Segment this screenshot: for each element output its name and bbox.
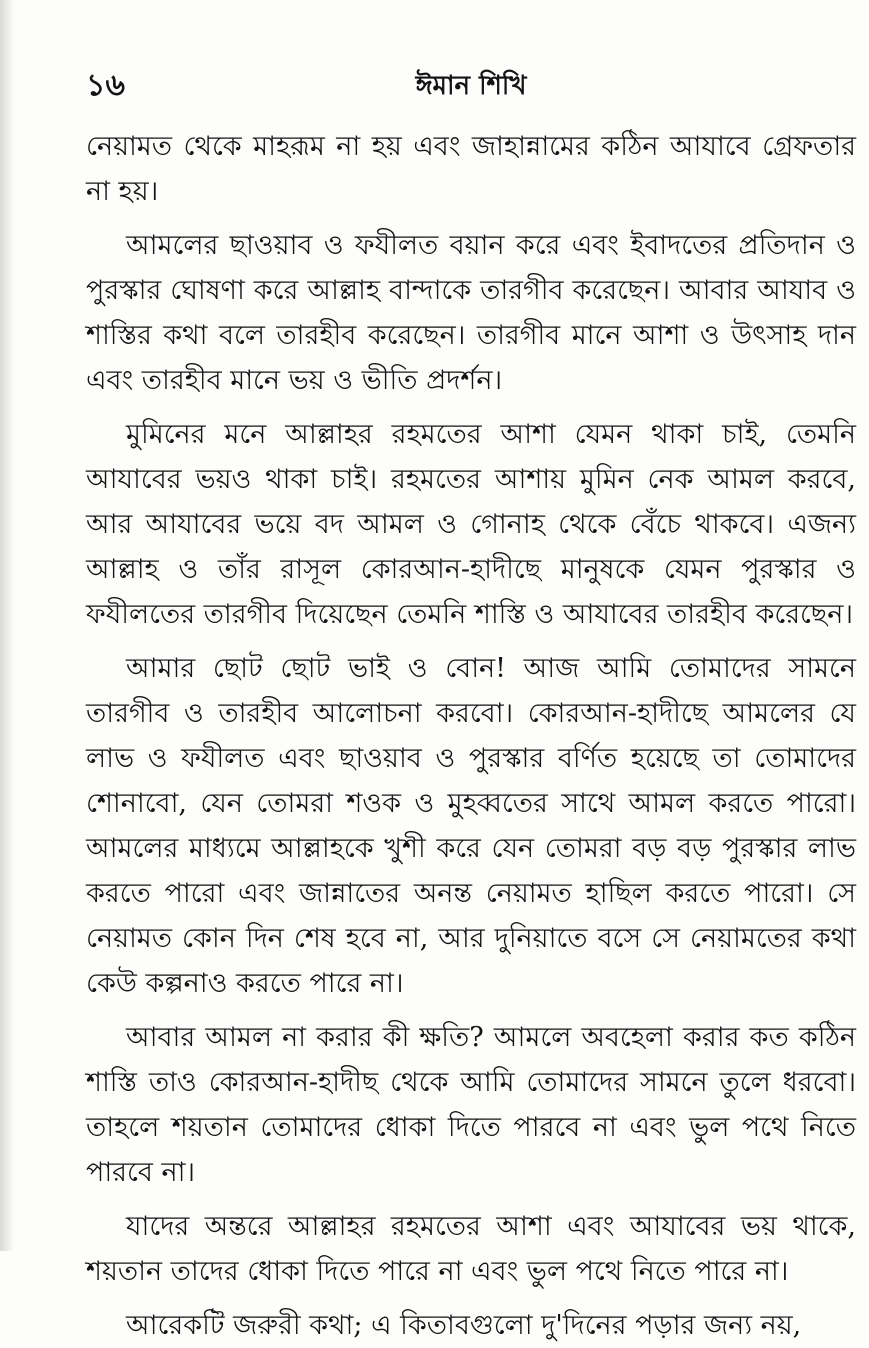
paragraph-shaytan: যাদের অন্তরে আল্লাহর রহমতের আশা এবং আযাবের ভয় থাকে, শয়তান তাদের ধোকা দিতে পারে না এবং ভুল পথে নিতে পারে না। bbox=[86, 1211, 856, 1287]
running-title: ঈমান শিখি bbox=[415, 71, 527, 101]
body-text bbox=[86, 124, 856, 1341]
page-header bbox=[86, 66, 856, 110]
paragraph-address-to-readers: আমার ছোট ছোট ভাই ও বোন! আজ আমি তোমাদের সামনে তারগীব ও তারহীব আলোচনা করবো। কোরআন-হাদীছে আমলের যে লাভ ও ফযীলত এবং ছাওয়াব ও পুরস্কার বর্ণিত হয়েছে তা তোমাদের শোনাবো, যেন তোমরা শওক ও মুহব্বতের সাথে আমল করতে পারো। আমলের মাধ্যমে আল্লাহকে খুশী করে যেন তোমরা বড় বড় পুরস্কার লাভ করতে পারো এবং জান্নাতের অনন্ত নেয়ামত হাছিল করতে পারো। সে নেয়ামত কোন দিন শেষ হবে না, আর দুনিয়াতে বসে সে নেয়ামতের কথা কেউ কল্পনাও করতে পারে না। bbox=[86, 653, 856, 999]
paragraph-important-note: আরেকটি জরুরী কথা; এ কিতাবগুলো দু'দিনের পড়ার জন্য নয়, bbox=[126, 1310, 802, 1341]
binding-shadow bbox=[0, 0, 14, 1251]
paragraph-hope-and-fear: মুমিনের মনে আল্লাহর রহমতের আশা যেমন থাকা চাই, তেমনি আযাবের ভয়ও থাকা চাই। রহমতের আশায় মুমিন নেক আমল করবে, আর আযাবের ভয়ে বদ আমল ও গোনাহ থেকে বেঁচে থাকবে। এজন্য আল্লাহ ও তাঁর রাসূল কোরআন-হাদীছে মানুষকে যেমন পুরস্কার ও ফযীলতের তারগীব দিয়েছেন তেমনি শাস্তি ও আযাবের তারহীব করেছেন। bbox=[86, 419, 856, 630]
paragraph-targhib-tarhib: আমলের ছাওয়াব ও ফযীলত বয়ান করে এবং ইবাদতের প্রতিদান ও পুরস্কার ঘোষণা করে আল্লাহ বান্দাকে তারগীব করেছেন। আবার আযাব ও শাস্তির কথা বলে তারহীব করেছেন। তারগীব মানে আশা ও উৎসাহ দান এবং তারহীব মানে ভয় ও ভীতি প্রদর্শন। bbox=[86, 230, 856, 396]
paragraph-harm-of-neglect: আবার আমল না করার কী ক্ষতি? আমলে অবহেলা করার কত কঠিন শাস্তি তাও কোরআন-হাদীছ থেকে আমি তোমাদের সামনে তুলে ধরবো। তাহলে শয়তান তোমাদের ধোকা দিতে পারবে না এবং ভুল পথে নিতে পারবে না। bbox=[86, 1022, 856, 1188]
paragraph-continuation: নেয়ামত থেকে মাহরূম না হয় এবং জাহান্নামের কঠিন আযাবে গ্রেফতার না হয়। bbox=[86, 131, 856, 207]
page-number: ১৬ bbox=[86, 68, 125, 103]
